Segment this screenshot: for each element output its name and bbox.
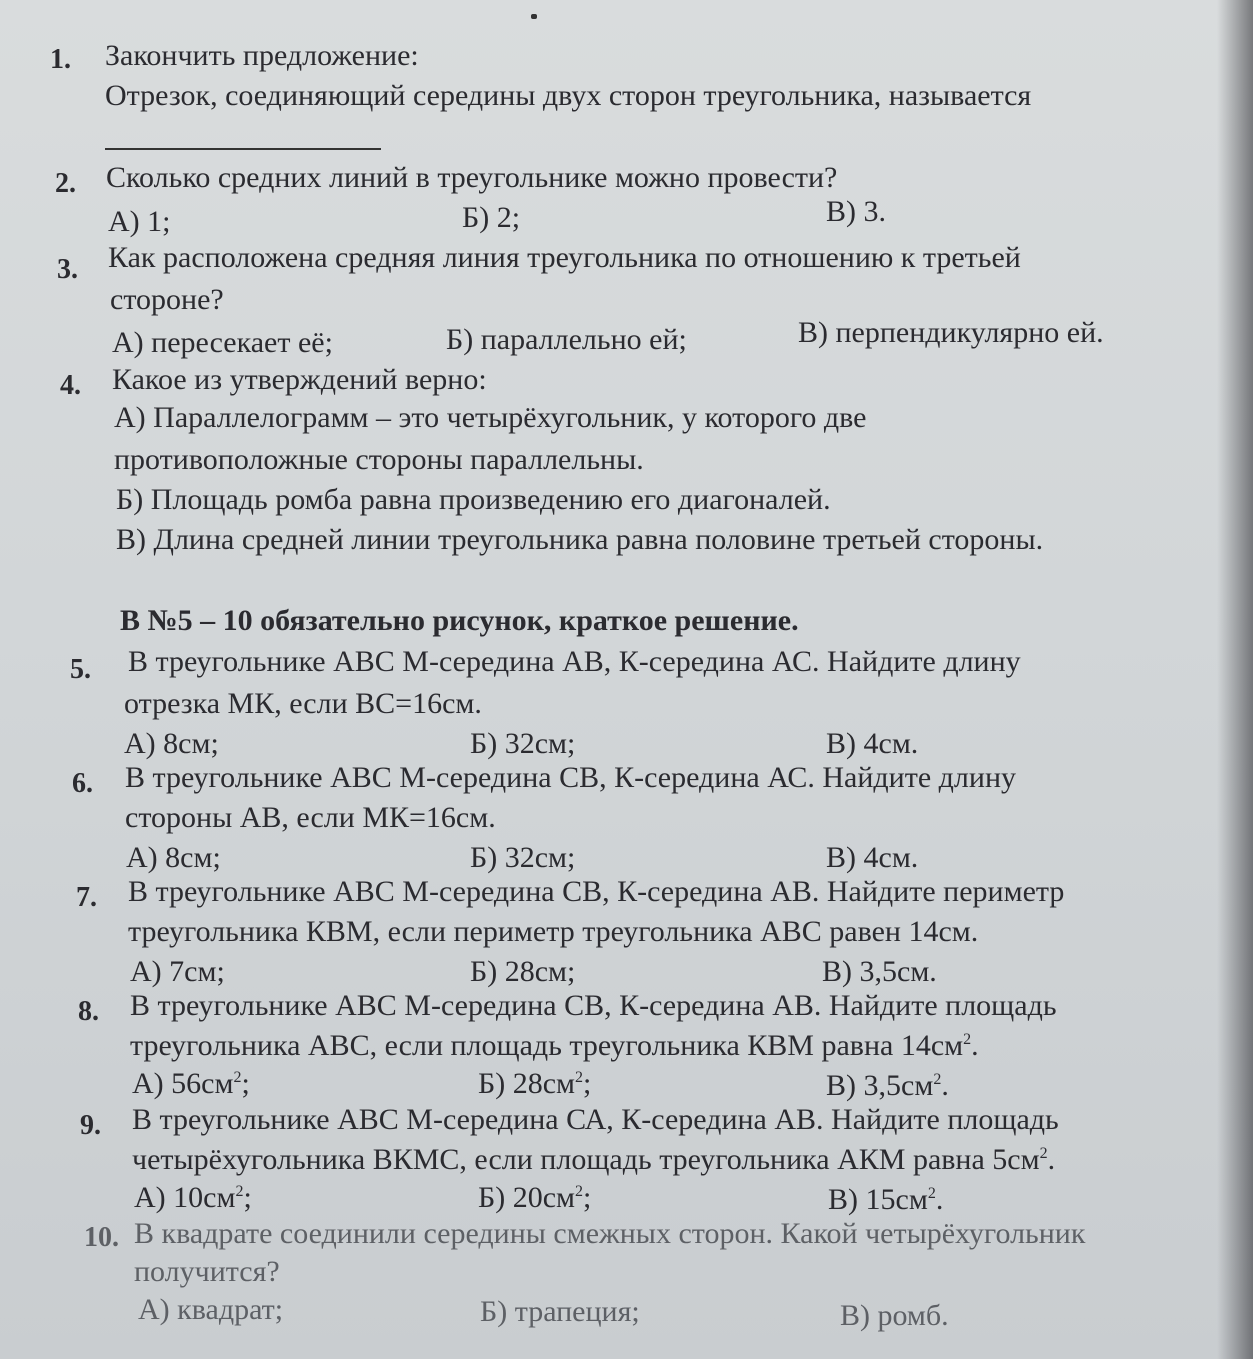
question-text: отрезка МК, если ВС=16см.: [124, 687, 482, 720]
question-number: 6.: [72, 768, 93, 799]
option-a: А) Параллелограмм – это четырёхугольник, у которого две: [114, 401, 867, 434]
question-number: 2.: [55, 168, 76, 199]
question-text: четырёхугольника ВКМС, если площадь треугольника АКМ равна $5см^2$.: [132, 1143, 1056, 1176]
option-a-continued: противоположные стороны параллельны.: [114, 443, 644, 476]
answer-blank-line: [105, 148, 381, 150]
option-a: А) пересекает её;: [112, 326, 333, 359]
question-text: Отрезок, соединяющий середины двух сторон треугольника, называется: [105, 79, 1032, 112]
question-number: 10.: [84, 1222, 119, 1253]
option-b: Б) 32см;: [470, 841, 576, 874]
question-text: треугольника КВМ, если периметр треугольника АВС равен 14см.: [128, 915, 979, 948]
question-text: В треугольнике АВС М-середина АВ, К-середина АС. Найдите длину: [128, 645, 1021, 678]
option-c: В) 4см.: [826, 841, 919, 874]
option-c: В) Длина средней линии треугольника равна половине третьей стороны.: [116, 523, 1044, 556]
option-b: Б) Площадь ромба равна произведению его диагоналей.: [116, 483, 831, 516]
question-text: В треугольнике АВС М-середина СВ, К-середина АВ. Найдите периметр: [128, 875, 1065, 908]
option-c: В) 4см.: [826, 727, 919, 760]
option-c: В) $15см^2$.: [828, 1183, 944, 1216]
question-number: 9.: [80, 1110, 101, 1141]
question-text: получится?: [134, 1255, 280, 1288]
question-text: Закончить предложение:: [105, 39, 419, 72]
option-c: В) 3.: [826, 195, 886, 228]
option-a: А) 7см;: [130, 955, 225, 988]
option-b: Б) $20см^2$;: [478, 1181, 592, 1214]
question-number: 8.: [78, 996, 99, 1027]
option-b: Б) 32см;: [470, 727, 576, 760]
option-c: В) ромб.: [840, 1299, 949, 1332]
question-text: В квадрате соединили середины смежных сторон. Какой четырёхугольник: [134, 1217, 1086, 1250]
option-b: Б) 28см;: [470, 955, 576, 988]
option-b: Б) параллельно ей;: [446, 323, 687, 356]
question-text: стороне?: [110, 283, 224, 316]
speck: [531, 14, 537, 19]
question-text: В треугольнике АВС М-середина СВ, К-середина АВ. Найдите площадь: [130, 989, 1057, 1022]
option-b: Б) трапеция;: [480, 1295, 640, 1328]
question-text: Какое из утверждений верно:: [112, 363, 487, 396]
option-a: А) 8см;: [126, 841, 221, 874]
option-c: В) 3,5см.: [822, 955, 937, 988]
option-a: А) $56см^2$;: [132, 1067, 250, 1100]
question-number: 1.: [50, 44, 71, 75]
question-number: 5.: [70, 654, 91, 685]
option-b: Б) $28см^2$;: [478, 1067, 592, 1100]
option-b: Б) 2;: [462, 201, 521, 234]
question-text: стороны АВ, если МК=16см.: [125, 801, 496, 834]
section-heading: В №5 – 10 обязательно рисунок, краткое решение.: [120, 604, 799, 637]
option-c: В) перпендикулярно ей.: [798, 316, 1104, 349]
question-number: 3.: [57, 254, 78, 285]
option-a: А) 1;: [108, 205, 171, 238]
option-c: В) $3,5см^2$.: [826, 1069, 949, 1102]
option-a: А) 8см;: [124, 727, 219, 760]
question-number: 4.: [60, 370, 81, 401]
page-edge-shadow: [1217, 0, 1253, 1359]
question-text: треугольника АВС, если площадь треугольника КВМ равна $14см^2$.: [130, 1029, 979, 1062]
option-a: А) квадрат;: [138, 1293, 284, 1326]
question-text: В треугольнике АВС М-середина СВ, К-середина АС. Найдите длину: [125, 761, 1017, 794]
question-text: Как расположена средняя линия треугольника по отношению к третьей: [108, 241, 1021, 274]
question-text: Сколько средних линий в треугольнике можно провести?: [106, 161, 838, 194]
question-number: 7.: [76, 882, 97, 913]
option-a: А) $10см^2$;: [134, 1181, 252, 1214]
question-text: В треугольнике АВС М-середина СА, К-середина АВ. Найдите площадь: [132, 1103, 1059, 1136]
